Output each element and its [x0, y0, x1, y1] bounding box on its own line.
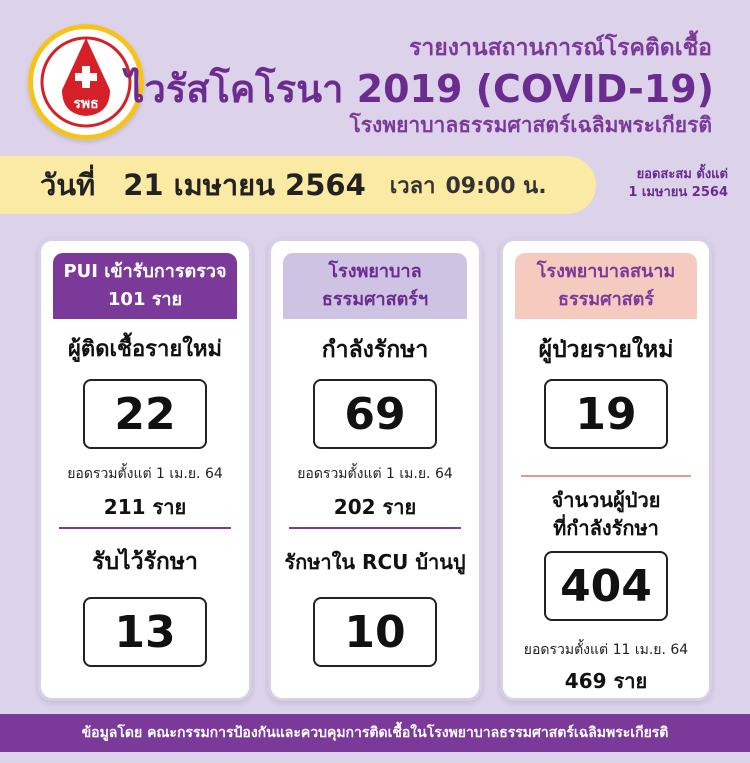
in-treatment-cum-label: ยอดรวมตั้งแต่ 1 เม.ย. 64	[297, 466, 453, 482]
cumulative-note-line2: 1 เมษายน 2564	[628, 185, 728, 200]
date-label: วันที่	[40, 168, 96, 202]
field-hospital-card-header	[515, 253, 697, 319]
current-patients-cum-value: 469 ราย	[564, 669, 648, 693]
divider	[59, 527, 231, 529]
date-bar	[0, 156, 596, 214]
date-value: 21 เมษายน 2564	[123, 168, 366, 202]
field-hospital-header-line2: ธรรมศาสตร์	[557, 289, 655, 310]
field-hospital-card	[500, 238, 712, 701]
new-infections-cum-value: 211 ราย	[103, 495, 187, 519]
hospital-name: โรงพยาบาลธรรมศาสตร์เฉลิมพระเกียรติ	[349, 113, 712, 137]
new-infections-title: ผู้ติดเชื้อรายใหม่	[68, 337, 222, 362]
new-patients-value: 19	[544, 379, 668, 449]
field-hospital-header-line1: โรงพยาบาลสนาม	[536, 261, 676, 282]
current-patients-title-line2: ที่กำลังรักษา	[553, 516, 659, 540]
footer-credit: ข้อมูลโดย คณะกรรมการป้องกันและควบคุมการติดเชื้อในโรงพยาบาลธรรมศาสตร์เฉลิมพระเกียรติ	[0, 714, 750, 752]
admitted-value: 13	[83, 597, 207, 667]
current-patients-cum-label: ยอดรวมตั้งแต่ 11 เม.ย. 64	[523, 642, 689, 658]
admitted-title: รับไว้รักษา	[92, 549, 198, 575]
thammasat-hospital-card	[268, 238, 482, 701]
thammasat-hospital-header-line2: ธรรมศาสตร์ฯ	[321, 289, 429, 310]
current-patients-value: 404	[544, 551, 668, 621]
rcu-banpu-title: รักษาใน RCU บ้านปู	[284, 550, 466, 574]
pui-card	[38, 238, 252, 701]
pui-card-header-line1: PUI เข้ารับการตรวจ	[63, 261, 227, 282]
divider	[289, 527, 461, 529]
divider	[521, 475, 691, 477]
thammasat-hospital-header-line1: โรงพยาบาล	[328, 261, 422, 282]
in-treatment-cum-value: 202 ราย	[333, 495, 417, 519]
time-value: 09:00 น.	[445, 173, 547, 199]
page-title: ไวรัสโคโรนา 2019 (COVID-19)	[125, 67, 714, 111]
pui-card-header-line2: 101 ราย	[107, 289, 183, 310]
new-infections-cum-label: ยอดรวมตั้งแต่ 1 เม.ย. 64	[67, 466, 223, 482]
current-patients-title-line1: จำนวนผู้ป่วย	[551, 488, 661, 512]
new-patients-title: ผู้ป่วยรายใหม่	[538, 337, 674, 363]
in-treatment-title: กำลังรักษา	[321, 337, 429, 363]
thammasat-hospital-card-header	[283, 253, 467, 319]
rcu-banpu-value: 10	[313, 597, 437, 667]
cumulative-note-line1: ยอดสะสม ตั้งแต่	[636, 167, 728, 182]
logo-text: รพธ	[73, 96, 99, 112]
pui-card-header	[53, 253, 237, 319]
report-subtitle: รายงานสถานการณ์โรคติดเชื้อ	[409, 35, 712, 61]
new-infections-value: 22	[83, 379, 207, 449]
cumulative-note	[628, 166, 728, 202]
time-label: เวลา	[389, 173, 436, 199]
in-treatment-value: 69	[313, 379, 437, 449]
